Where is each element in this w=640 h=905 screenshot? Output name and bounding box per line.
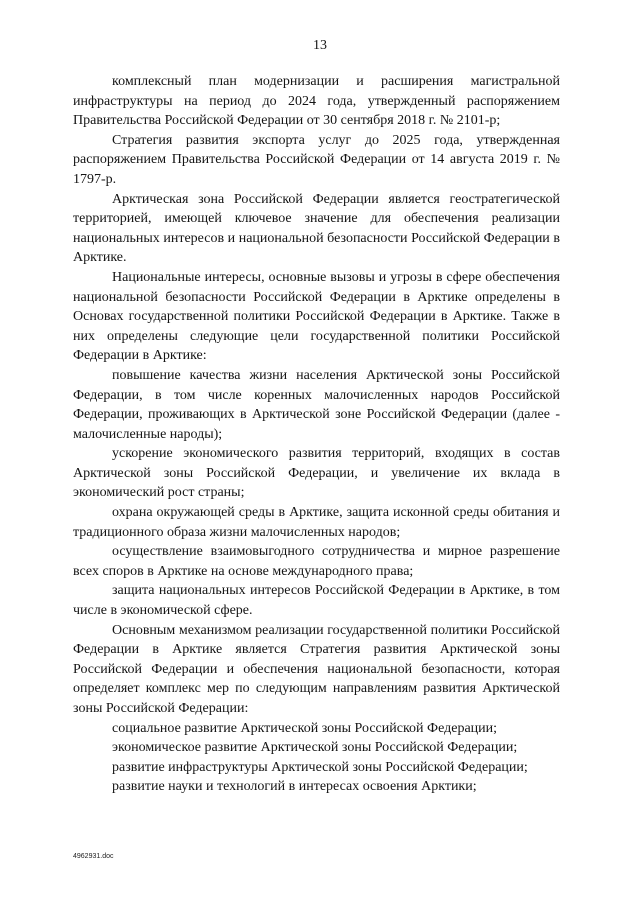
list-item: осуществление взаимовыгодного сотрудничества и мирное разрешение всех споров в Арктике на основе международного права; (73, 544, 560, 579)
list-item: развитие науки и технологий в интересах освоения Арктики; (112, 779, 477, 795)
page-number: 13 (313, 38, 327, 53)
document-body (73, 72, 560, 797)
list-item: охрана окружающей среды в Арктике, защита исконной среды обитания и традиционного образа жизни малочисленных народов; (73, 505, 560, 540)
paragraph: Арктическая зона Российской Федерации является геостратегической территорией, имеющей ключевое значение для обеспечения реализации национальных интересов и национальной безопасности Российской Федерации в Арктике. (73, 191, 560, 266)
document-file-name: 4962931.doc (73, 853, 114, 860)
list-item: повышение качества жизни населения Арктической зоны Российской Федерации, в том числе коренных малочисленных народов Российской Федерации, проживающих в Арктической зоне Российской Федерации (далее - малочисленные народы); (73, 367, 560, 442)
paragraph: комплексный план модернизации и расширения магистральной инфраструктуры на период до 2024 года, утвержденный распоряжением Правительства Российской Федерации от 30 сентября 2018 г. № 2101-р; (73, 74, 560, 129)
paragraph: Национальные интересы, основные вызовы и угрозы в сфере обеспечения национальной безопасности Российской Федерации в Арктике определены в Основах государственной политики Российской Федерации в Арктике. Также в них определены следующие цели государственной политики Российской Федерации в Арктике: (73, 269, 560, 364)
paragraph: Стратегия развития экспорта услуг до 2025 года, утвержденная распоряжением Правительства Российской Федерации от 14 августа 2019 г. № 1797-р. (73, 132, 560, 187)
list-item: экономическое развитие Арктической зоны Российской Федерации; (112, 740, 518, 756)
list-item: ускорение экономического развития территорий, входящих в состав Арктической зоны Российской Федерации, и увеличение их вклада в экономический рост страны; (73, 446, 560, 501)
list-item: социальное развитие Арктической зоны Российской Федерации; (112, 720, 498, 736)
paragraph: Основным механизмом реализации государственной политики Российской Федерации в Арктике является Стратегия развития Арктической зоны Российской Федерации и обеспечения национальной безопасности, которая определяет комплекс мер по следующим направлениям развития Арктической зоны Российской Федерации: (73, 622, 560, 716)
list-item: развитие инфраструктуры Арктической зоны Российской Федерации; (112, 759, 528, 775)
list-item: защита национальных интересов Российской Федерации в Арктике, в том числе в экономической сфере. (73, 583, 560, 619)
